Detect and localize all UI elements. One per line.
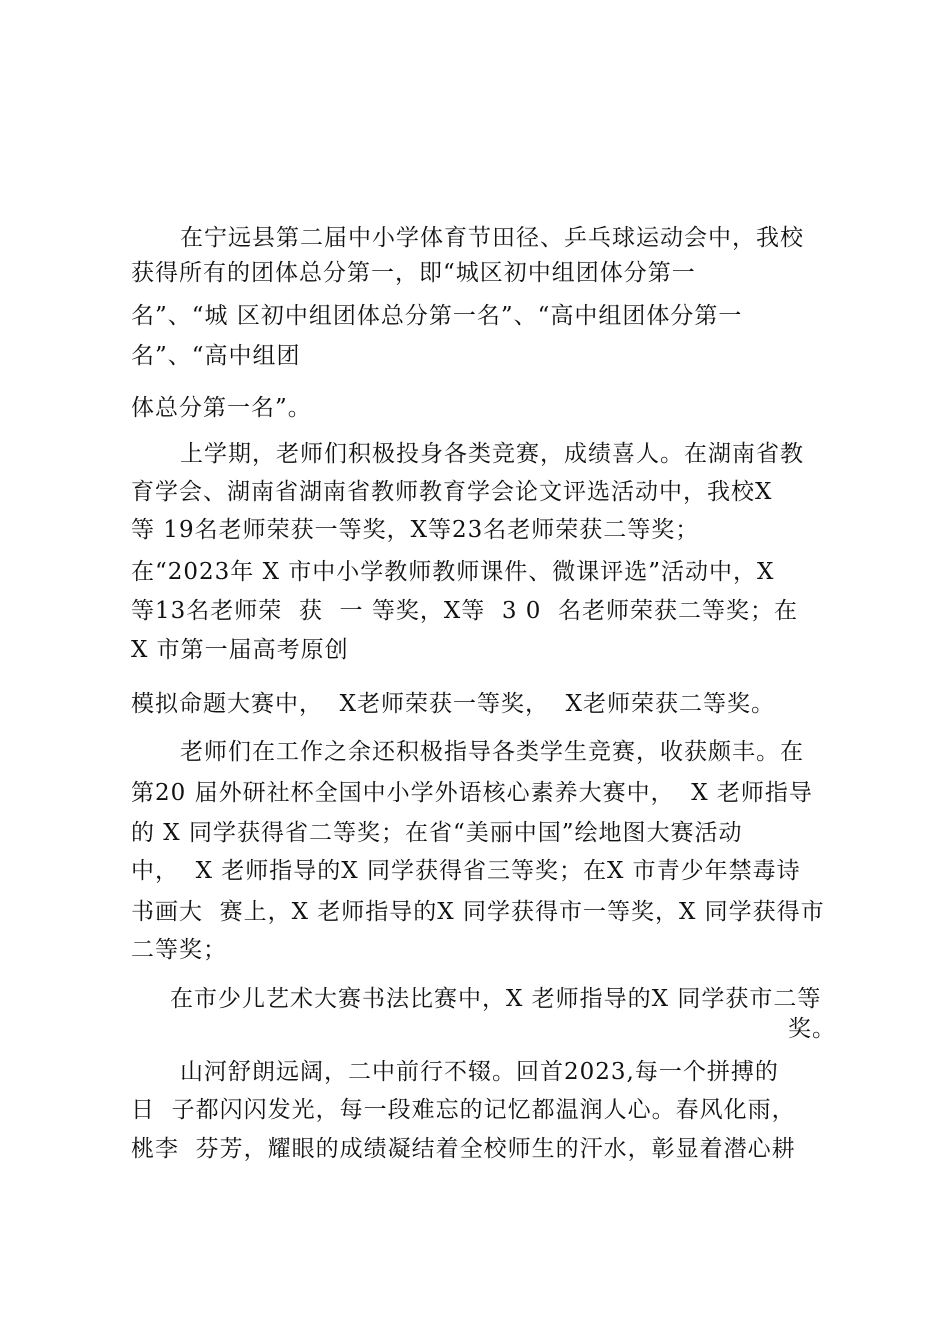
text-line: 等13名老师荣 获 一 等奖，X等 3 0 名老师荣获二等奖；在 <box>131 598 799 624</box>
text-line: 山河舒朗远阔，二中前行不辍。回首2023,每一个拼搏的 <box>180 1059 779 1085</box>
text-line: 二等奖； <box>131 937 227 963</box>
text-line: 上学期，老师们积极投身各类竞赛，成绩喜人。在湖南省教 <box>180 441 804 467</box>
text-line: 中， X 老师指导的X 同学获得省三等奖；在X 市青少年禁毒诗 <box>131 858 801 884</box>
text-line: 在“2023年 X 市中小学教师教师课件、微课评选”活动中，X <box>131 559 775 585</box>
text-line: 日 子都闪闪发光，每一段难忘的记忆都温润人心。春风化雨， <box>131 1097 796 1123</box>
text-line: 名”、“高中组团 <box>131 343 301 369</box>
text-line: 模拟命题大赛中， X老师荣获一等奖， X老师荣获二等奖。 <box>131 691 775 717</box>
text-line: 老师们在工作之余还积极指导各类学生竞赛，收获颇丰。在 <box>180 739 804 765</box>
text-line: 的 X 同学获得省二等奖；在省“美丽中国”绘地图大赛活动 <box>131 820 743 846</box>
text-line: 在宁远县第二届中小学体育节田径、乒乓球运动会中，我校 <box>180 225 804 251</box>
text-line: 等 19名老师荣获一等奖，X等23名老师荣获二等奖； <box>131 517 700 543</box>
text-line: 获得所有的团体总分第一，即“城区初中组团体分第一 <box>131 260 696 286</box>
text-line: 体总分第一名”。 <box>131 395 312 421</box>
text-line: 桃李 芬芳，耀眼的成绩凝结着全校师生的汗水，彰显着潜心耕 <box>131 1136 796 1162</box>
text-line: 在市少儿艺术大赛书法比赛中，X 老师指导的X 同学获市二等 <box>170 986 822 1012</box>
text-line: 育学会、湖南省湖南省教师教育学会论文评选活动中，我校X <box>131 479 773 505</box>
text-line: 奖。 <box>788 1016 836 1042</box>
text-line: 第20 届外研社杯全国中小学外语核心素养大赛中， X 老师指导 <box>131 780 813 806</box>
text-line: X 市第一届高考原创 <box>131 637 349 663</box>
text-line: 名”、“城 区初中组团体总分第一名”、“高中组团体分第一 <box>131 303 743 329</box>
text-line: 书画大 赛上，X 老师指导的X 同学获得市一等奖，X 同学获得市 <box>131 899 825 925</box>
